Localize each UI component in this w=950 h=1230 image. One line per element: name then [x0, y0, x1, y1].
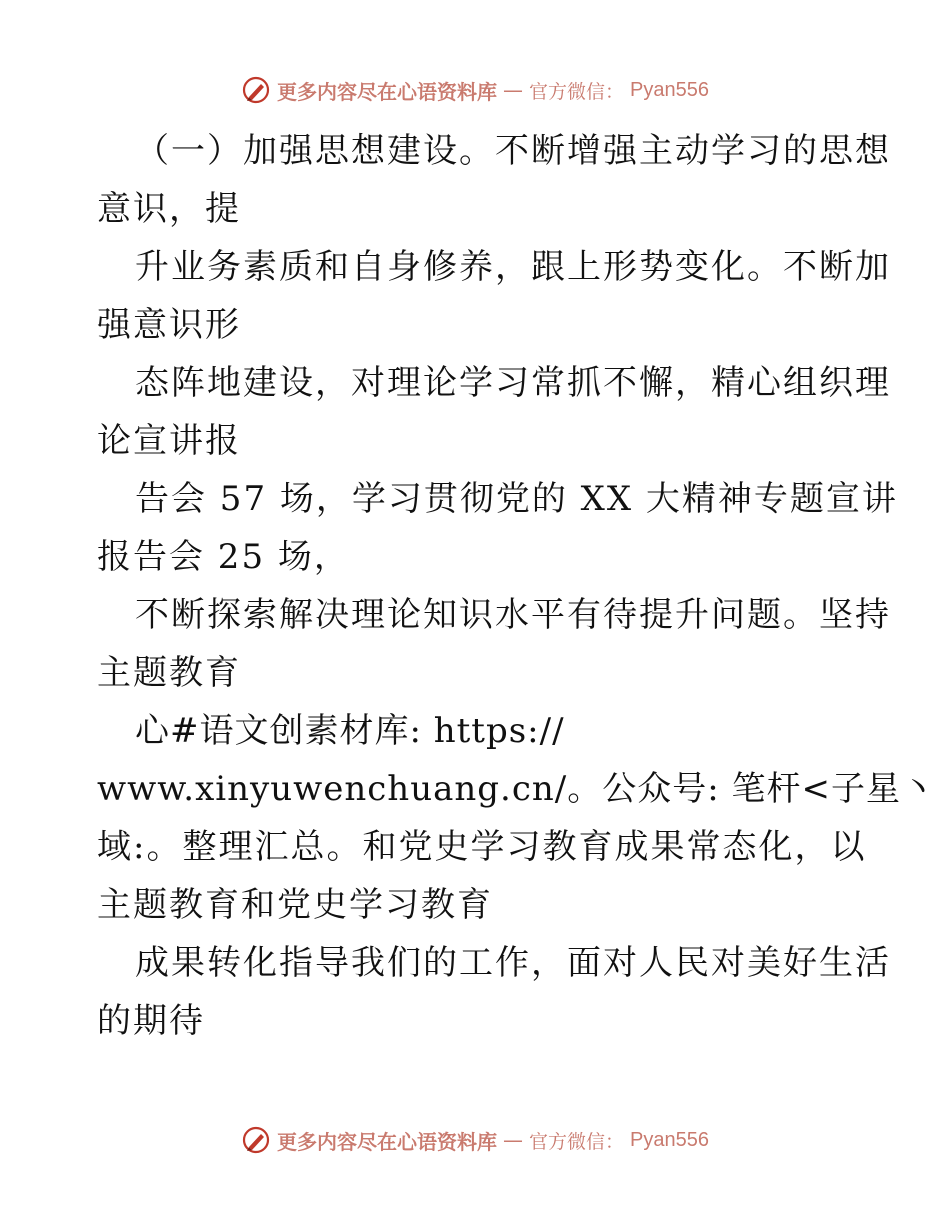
text-line: （一）加强思想建设。不断增强主动学习的思想 [135, 131, 891, 171]
watermark-title: 更多内容尽在心语资料库 [277, 79, 497, 104]
document-body [97, 122, 936, 1050]
text-line: 的期待 [97, 1001, 205, 1041]
pen-logo-icon [241, 1125, 271, 1155]
watermark-dash: — [503, 1128, 523, 1152]
text-line: 主题教育和党史学习教育 [97, 885, 493, 925]
watermark-wechat-id: Pyan556 [630, 1128, 709, 1151]
text-line: 升业务素质和自身修养，跟上形势变化。不断加 [135, 247, 891, 287]
text-line: www.xinyuwenchuang.cn/。公众号: 笔杆<子星丶 [97, 769, 936, 809]
text-line: 报告会 25 场， [97, 537, 350, 577]
watermark-wechat-label: 官方微信： [529, 1130, 625, 1153]
text-line: 成果转化指导我们的工作，面对人民对美好生活 [135, 943, 891, 983]
text-line: 主题教育 [97, 653, 241, 693]
watermark-dash: — [503, 78, 523, 102]
text-line: 域:。整理汇总。和党史学习教育成果常态化，以 [97, 827, 867, 867]
text-line: 态阵地建设，对理论学习常抓不懈，精心组织理 [135, 363, 891, 403]
watermark-title: 更多内容尽在心语资料库 [277, 1129, 497, 1154]
text-line: 论宣讲报 [97, 421, 241, 461]
watermark-wechat-id: Pyan556 [630, 78, 709, 101]
text-line: 不断探索解决理论知识水平有待提升问题。坚持 [135, 595, 891, 635]
text-line: 意识，提 [97, 189, 241, 229]
watermark-wechat-label: 官方微信： [529, 80, 625, 103]
header-watermark [0, 72, 950, 108]
pen-logo-icon [241, 75, 271, 105]
text-line: 告会 57 场，学习贯彻党的 XX 大精神专题宣讲 [135, 479, 898, 519]
text-line: 强意识形 [97, 305, 241, 345]
footer-watermark [0, 1122, 950, 1158]
text-line: 心#语文创素材库: https:// [135, 711, 565, 751]
